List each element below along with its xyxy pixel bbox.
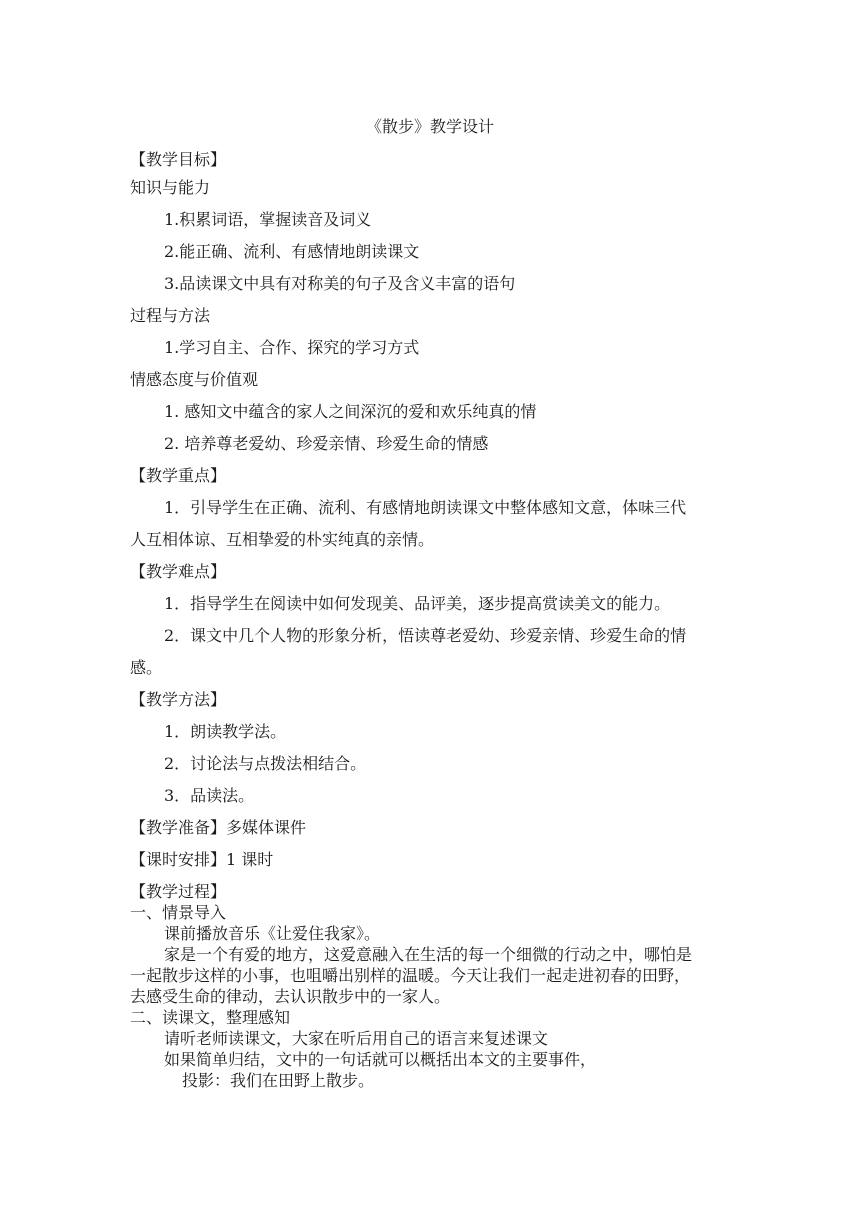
emotion-item: 2. 培养尊老爱幼、珍爱亲情、珍爱生命的情感 <box>164 434 489 453</box>
methods-item: 1．朗读教学法。 <box>164 722 287 741</box>
difficulties-item: 1．指导学生在阅读中如何发现美、品评美，逐步提高赏读美文的能力。 <box>164 594 671 613</box>
paragraph-line: 去感受生命的律动，去认识散步中的一家人。 <box>130 987 451 1006</box>
process-heading: 【教学过程】 <box>130 882 227 901</box>
paragraph-line: 请听老师读课文，大家在听后用自己的语言来复述课文 <box>164 1029 549 1048</box>
schedule-line: 【课时安排】1 课时 <box>130 850 274 869</box>
knowledge-item: 1.积累词语，掌握读音及词义 <box>164 210 372 229</box>
methods-item: 3．品读法。 <box>164 786 255 805</box>
emotion-item: 1. 感知文中蕴含的家人之间深沉的爱和欢乐纯真的情 <box>164 402 537 421</box>
paragraph-line: 如果简单归结，文中的一句话就可以概括出本文的主要事件， <box>164 1050 597 1069</box>
process-method-item: 1.学习自主、合作、探究的学习方式 <box>164 338 420 357</box>
paragraph-line: 家是一个有爱的地方，这爱意融入在生活的每一个细微的行动之中，哪怕是 <box>164 945 693 964</box>
methods-item: 2．讨论法与点拨法相结合。 <box>164 754 367 773</box>
difficulties-item-cont: 感。 <box>130 658 163 677</box>
document-title: 《散步》教学设计 <box>365 117 494 136</box>
section-heading: 二、读课文，整理感知 <box>130 1008 291 1027</box>
difficulties-heading: 【教学难点】 <box>130 562 227 581</box>
paragraph-line: 课前播放音乐《让爱住我家》。 <box>164 924 381 943</box>
paragraph-line: 一起散步这样的小事，也咀嚼出别样的温暖。今天让我们一起走进初春的田野， <box>130 966 691 985</box>
knowledge-item: 3.品读课文中具有对称美的句子及含义丰富的语句 <box>164 274 516 293</box>
knowledge-heading: 知识与能力 <box>130 178 211 197</box>
preparation-line: 【教学准备】多媒体课件 <box>130 818 307 837</box>
difficulties-item: 2．课文中几个人物的形象分析，悟读尊老爱幼、珍爱亲情、珍爱生命的情 <box>164 626 687 645</box>
emotion-heading: 情感态度与价值观 <box>130 370 259 389</box>
objectives-heading: 【教学目标】 <box>130 150 227 169</box>
key-points-line: 人互相体谅、互相挚爱的朴实纯真的亲情。 <box>130 530 435 549</box>
methods-heading: 【教学方法】 <box>130 690 227 709</box>
process-method-heading: 过程与方法 <box>130 306 211 325</box>
key-points-heading: 【教学重点】 <box>130 466 227 485</box>
knowledge-item: 2.能正确、流利、有感情地朗读课文 <box>164 242 420 261</box>
section-heading: 一、情景导入 <box>130 903 227 922</box>
key-points-line: 1．引导学生在正确、流利、有感情地朗读课文中整体感知文意，体味三代 <box>164 498 687 517</box>
paragraph-line: 投影：我们在田野上散步。 <box>182 1071 375 1090</box>
